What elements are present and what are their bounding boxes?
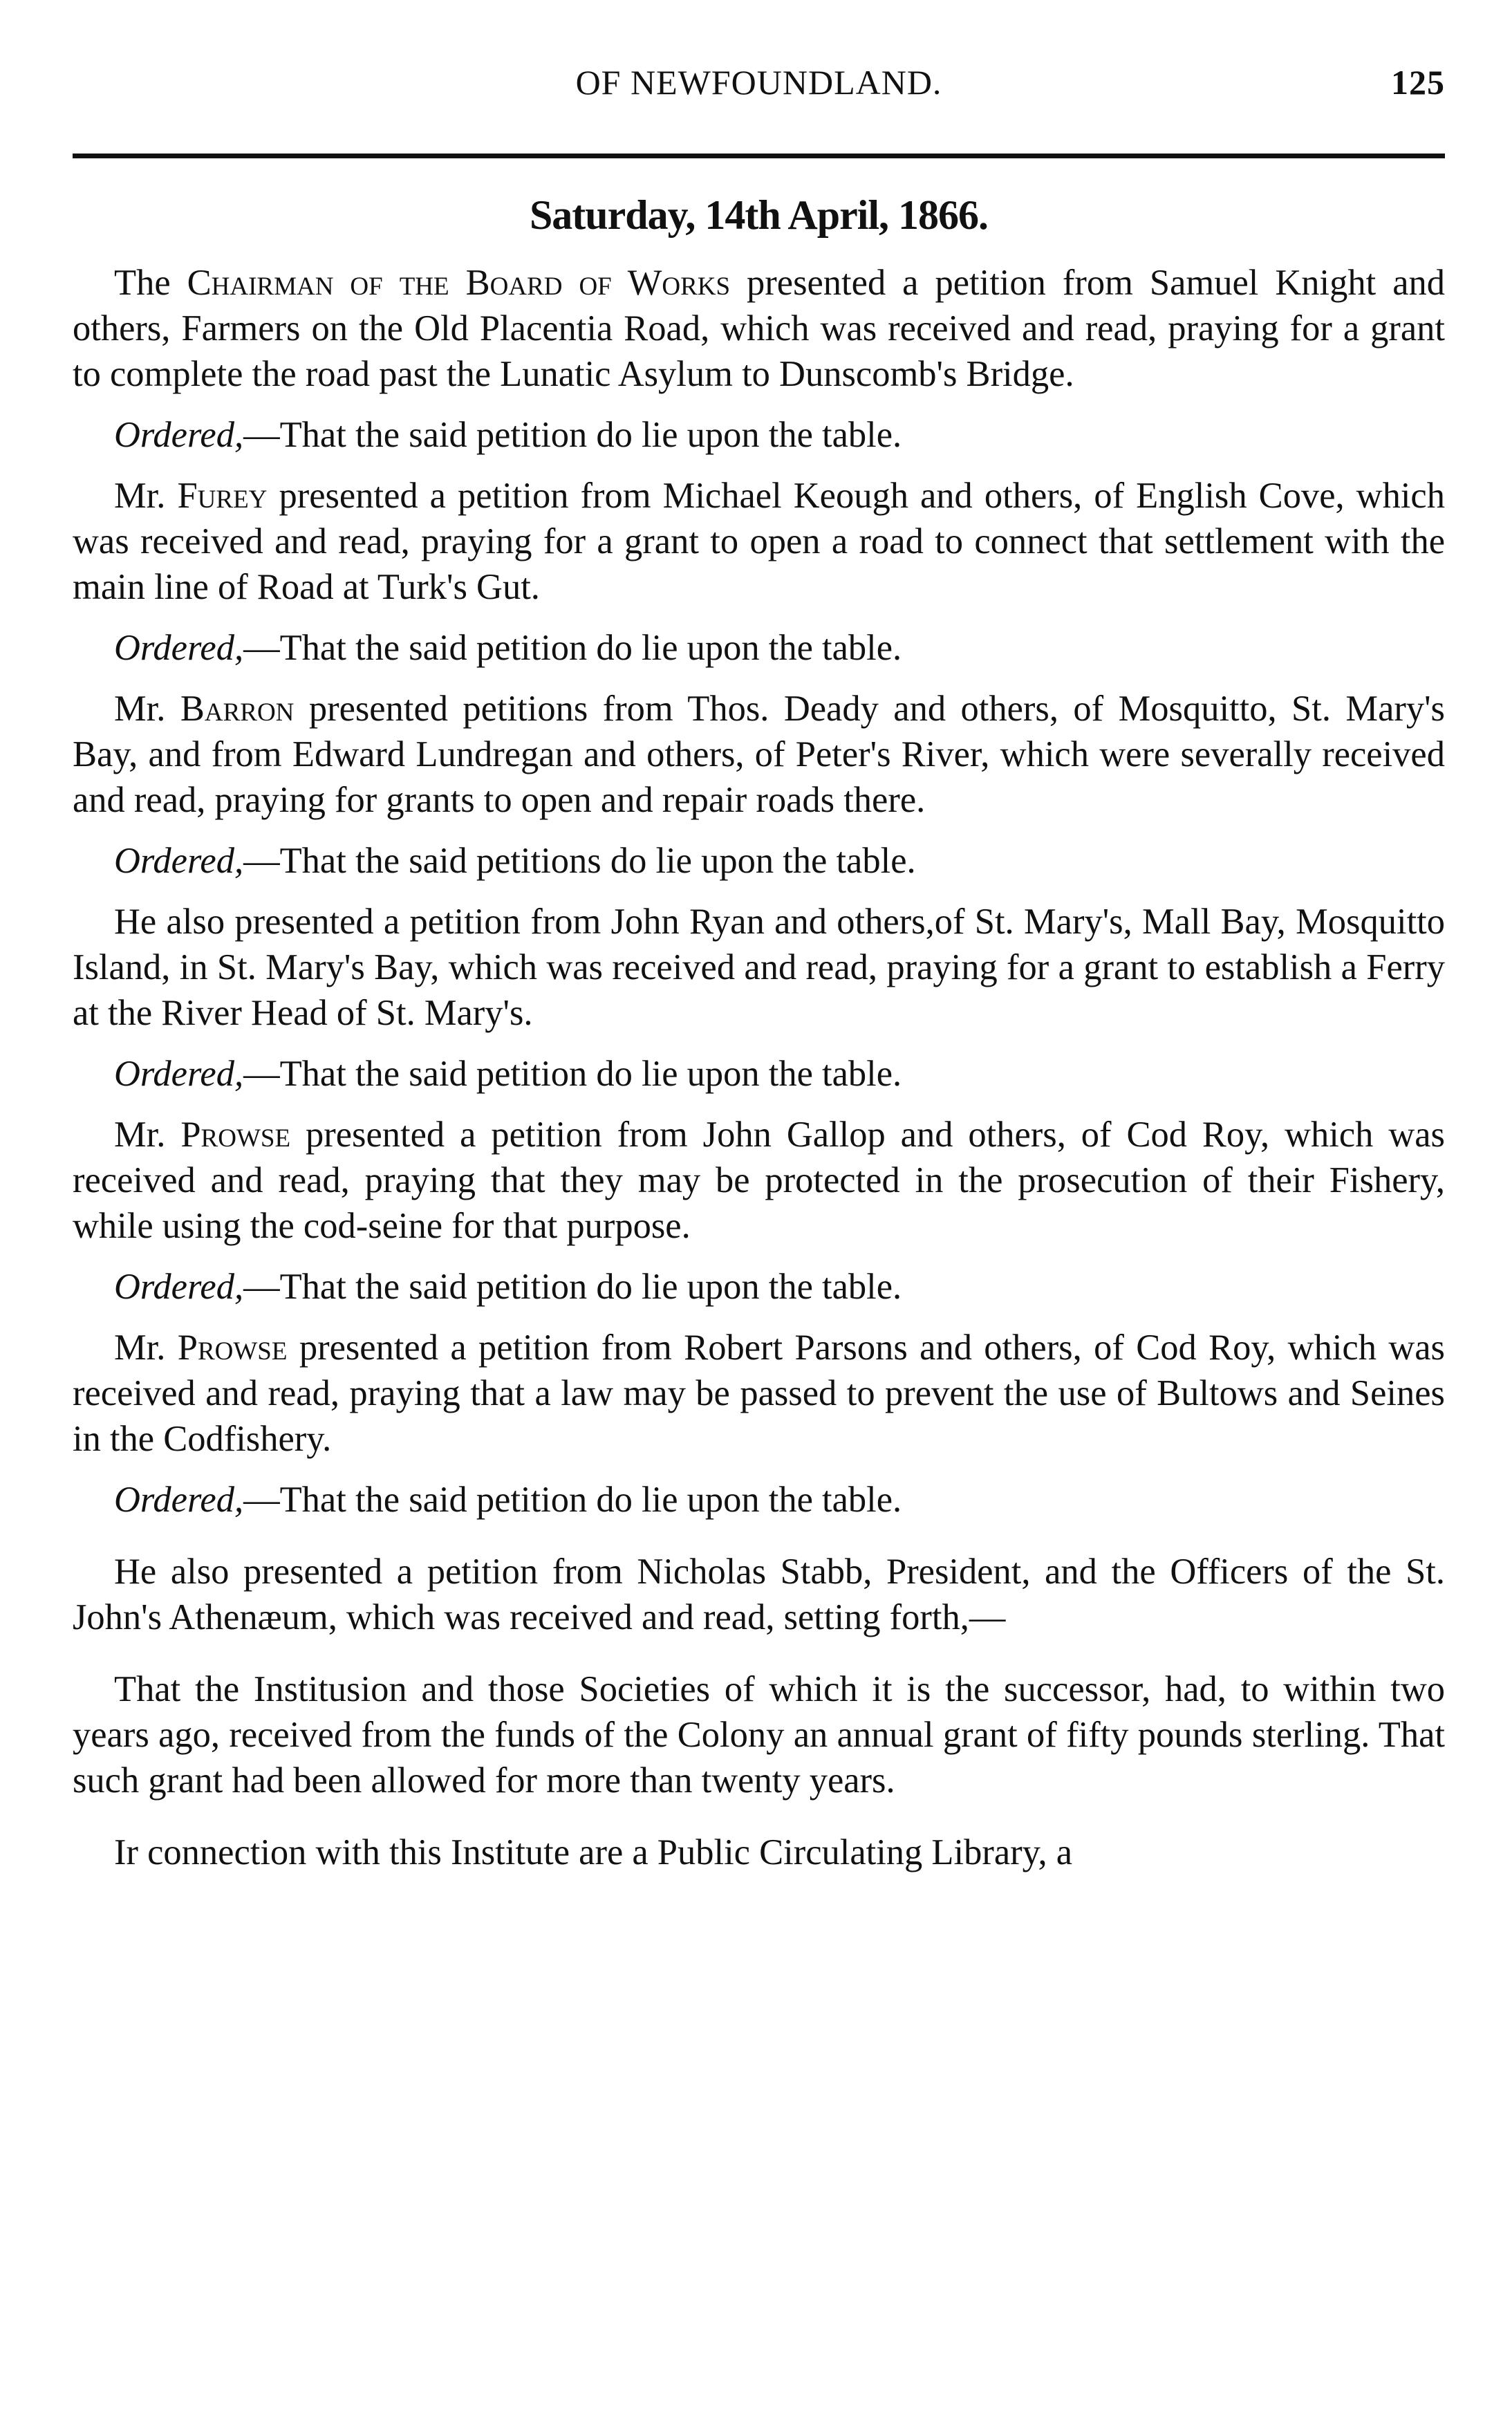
speaker-name: Furey <box>177 476 268 516</box>
speaker-name: Chairman of the Board of Works <box>187 263 731 303</box>
paragraph-text: presented a petition from Samuel Knight and others, Farmers on the Old Placentia Road, which was received and read, praying for a grant to complete the road past the Lunatic Asylum to Dunscomb's Bridge. <box>73 263 1445 394</box>
paragraph-lead: Mr. <box>114 1115 181 1155</box>
ordered-label: Ordered, <box>114 841 244 881</box>
ordered-text: —That the said petition do lie upon the table. <box>243 415 902 455</box>
paragraph-text: He also presented a petition from John Ryan and others,of St. Mary's, Mall Bay, Mosquitto Island, in St. Mary's Bay, which was received and read, praying for a grant to establish a Ferry at the River Head of St. Mary's. <box>73 902 1445 1033</box>
ordered-label: Ordered, <box>114 415 244 455</box>
paragraph-text: presented a petition from Michael Keough and others, of English Cove, which was received and read, praying for a grant to open a road to connect that settlement with the main line of Road at Turk's Gut. <box>73 476 1445 607</box>
ordered-text: —That the said petition do lie upon the table. <box>243 628 902 668</box>
paragraph-text: He also presented a petition from Nicholas Stabb, President, and the Officers of the St. John's Athenæum, which was received and read, setting forth,— <box>73 1552 1445 1637</box>
ordered-label: Ordered, <box>114 1480 244 1520</box>
petition-paragraph <box>73 1830 1445 1875</box>
petition-paragraph <box>73 1325 1445 1462</box>
ordered-paragraph <box>73 625 1445 671</box>
ordered-label: Ordered, <box>114 1267 244 1307</box>
petition-paragraph <box>73 1112 1445 1249</box>
paragraph-lead: Mr. <box>114 689 180 729</box>
date-heading: Saturday, 14th April, 1866. <box>529 192 989 238</box>
petition-paragraph <box>73 686 1445 823</box>
ordered-paragraph <box>73 1264 1445 1310</box>
speaker-name: Prowse <box>177 1328 288 1368</box>
ordered-paragraph <box>73 1477 1445 1523</box>
paragraph-text: presented petitions from Thos. Deady and others, of Mosquitto, St. Mary's Bay, and from Edward Lundregan and others, of Peter's River, which were severally received and read, praying for grants to open and repair roads there. <box>73 689 1445 820</box>
paragraph-text: Ir connection with this Institute are a Public Circulating Library, a <box>114 1832 1072 1872</box>
paragraph-lead: Mr. <box>114 476 178 516</box>
ordered-text: —That the said petition do lie upon the table. <box>243 1480 902 1520</box>
running-header <box>73 62 1445 111</box>
paragraph-lead: Mr. <box>114 1328 178 1368</box>
ordered-paragraph <box>73 1051 1445 1097</box>
ordered-text: —That the said petition do lie upon the table. <box>243 1267 902 1307</box>
speaker-name: Prowse <box>180 1115 291 1155</box>
petition-paragraph <box>73 1666 1445 1803</box>
ordered-paragraph <box>73 412 1445 458</box>
header-rule <box>73 154 1445 158</box>
paragraph-lead: The <box>114 263 187 303</box>
ordered-label: Ordered, <box>114 1054 244 1094</box>
paragraph-text: presented a petition from Robert Parsons and others, of Cod Roy, which was received and read, praying that a law may be passed to prevent the use of Bultows and Seines in the Codfishery. <box>73 1328 1445 1459</box>
document-page <box>73 62 1445 1890</box>
page-number: 125 <box>1391 63 1445 102</box>
paragraph-text: That the Institusion and those Societies of which it is the successor, had, to within two years ago, received from the funds of the Colony an annual grant of fifty pounds sterling. That such grant had been allowed for more than twenty years. <box>73 1669 1445 1801</box>
journal-body <box>73 260 1445 1875</box>
ordered-text: —That the said petitions do lie upon the table. <box>243 841 916 881</box>
petition-paragraph <box>73 473 1445 610</box>
ordered-paragraph <box>73 838 1445 884</box>
petition-paragraph <box>73 260 1445 397</box>
petition-paragraph <box>73 899 1445 1036</box>
speaker-name: Barron <box>180 689 295 729</box>
ordered-text: —That the said petition do lie upon the table. <box>243 1054 902 1094</box>
running-title: OF NEWFOUNDLAND. <box>575 63 942 102</box>
paragraph-text: presented a petition from John Gallop and others, of Cod Roy, which was received and read, praying that they may be protected in the prosecution of their Fishery, while using the cod-seine for that purpose. <box>73 1115 1445 1246</box>
ordered-label: Ordered, <box>114 628 244 668</box>
petition-paragraph <box>73 1549 1445 1640</box>
